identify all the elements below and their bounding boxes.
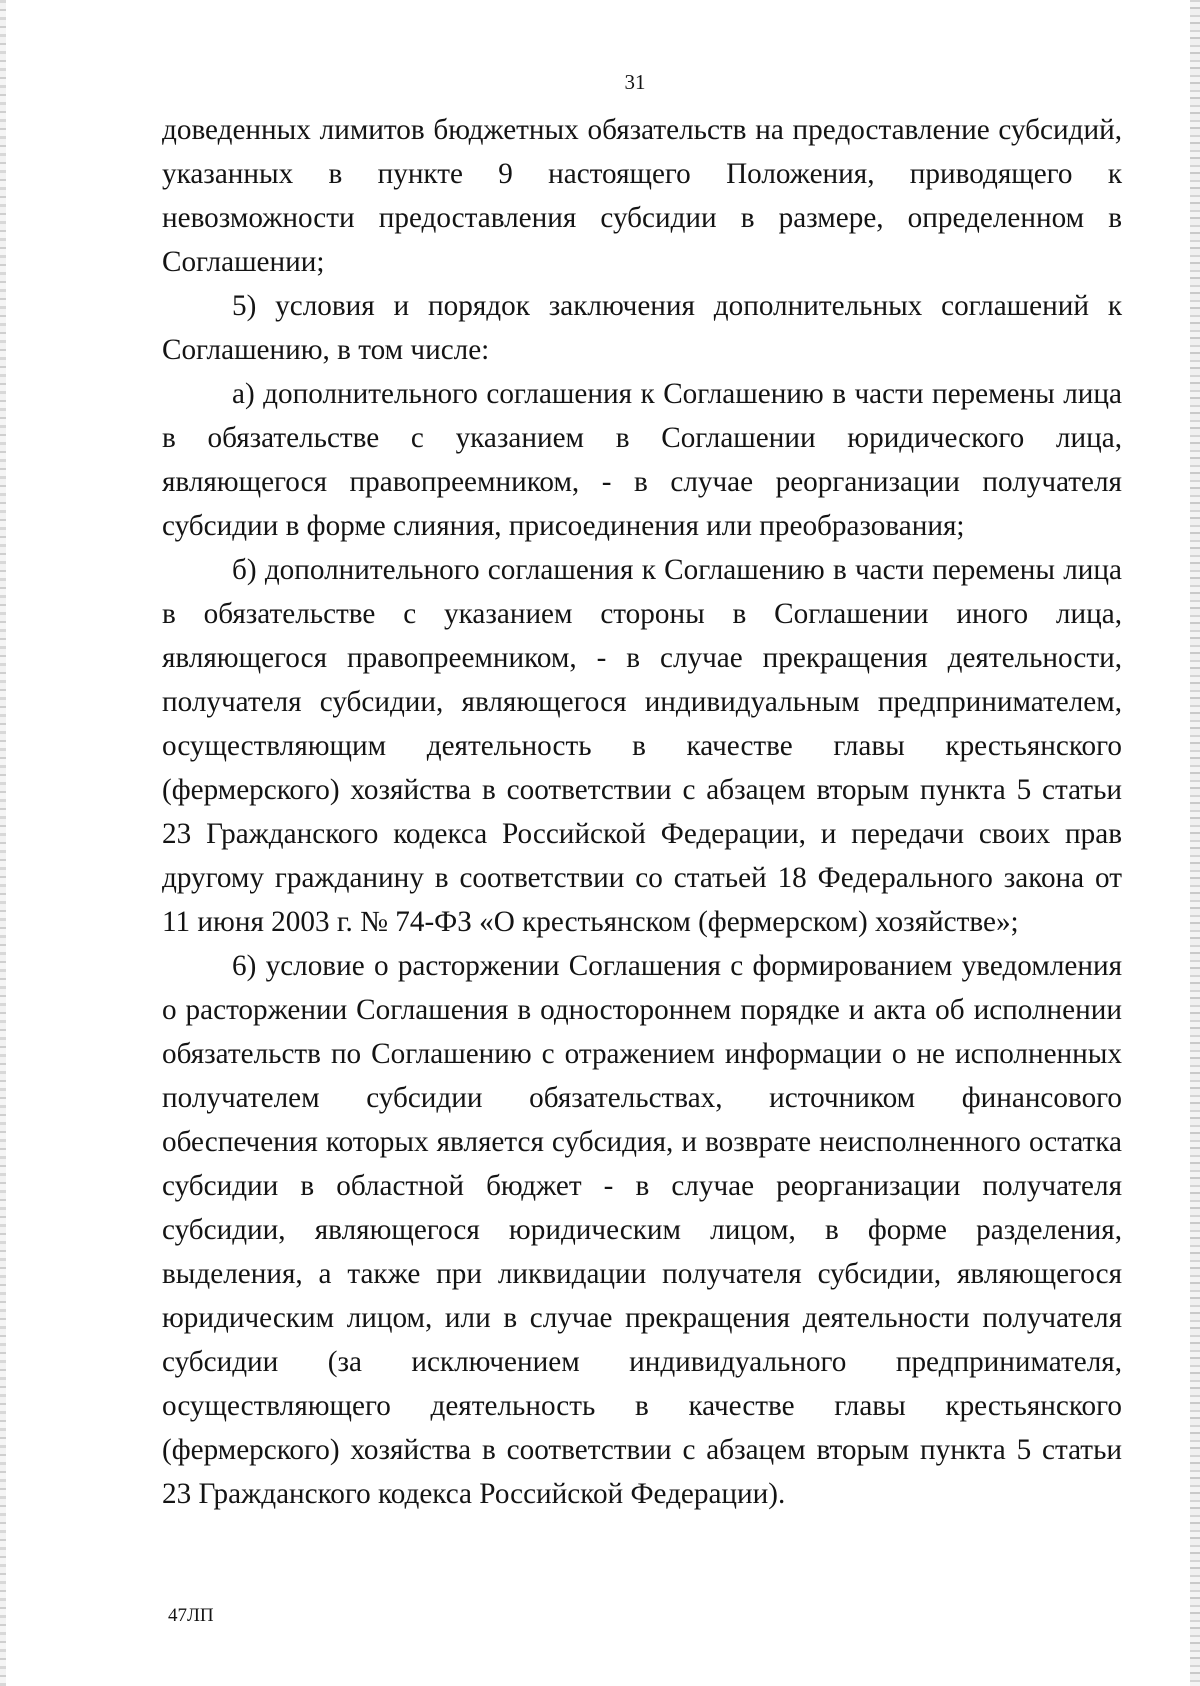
- footer-document-code: 47ЛП: [168, 1605, 214, 1626]
- paragraph-item-6: 6) условие о расторжении Соглашения с формированием уведомления о расторжении Соглашения в одностороннем порядке и акта об исполнении обязательств по Соглашению с отражением информации о не исполненных получателем субсидии обязательствах, источником финансового обеспечения которых является субсидия, и возврате неисполненного остатка субсидии в областной бюджет - в случае реорганизации получателя субсидии, являющегося юридическим лицом, в форме разделения, выделения, а также при ликвидации получателя субсидии, являющегося юридическим лицом, или в случае прекращения деятельности получателя субсидии (за исключением индивидуального предпринимателя, осуществляющего деятельность в качестве главы крестьянского (фермерского) хозяйства в соответствии с абзацем вторым пункта 5 статьи 23 Гражданского кодекса Российской Федерации).: [162, 950, 1122, 1510]
- document-body: [162, 108, 1122, 1516]
- paragraph-item-5: 5) условия и порядок заключения дополнительных соглашений к Соглашению, в том числе:: [162, 290, 1122, 366]
- scan-edge-left: [0, 0, 6, 1686]
- paragraph-continuation: доведенных лимитов бюджетных обязательств на предоставление субсидий, указанных в пункте 9 настоящего Положения, приводящего к невозможности предоставления субсидии в размере, определенном в Соглашении;: [162, 114, 1122, 278]
- page-number: 31: [624, 70, 646, 94]
- paragraph-item-5b: б) дополнительного соглашения к Соглашению в части перемены лица в обязательстве с указанием стороны в Соглашении иного лица, являющегося правопреемником, - в случае прекращения деятельности, получателя субсидии, являющегося индивидуальным предпринимателем, осуществляющим деятельность в качестве главы крестьянского (фермерского) хозяйства в соответствии с абзацем вторым пункта 5 статьи 23 Гражданского кодекса Российской Федерации, и передачи своих прав другому гражданину в соответствии со статьей 18 Федерального закона от 11 июня 2003 г. № 74-ФЗ «О крестьянском (фермерском) хозяйстве»;: [162, 554, 1122, 938]
- paragraph-item-5a: а) дополнительного соглашения к Соглашению в части перемены лица в обязательстве с указанием в Соглашении юридического лица, являющегося правопреемником, - в случае реорганизации получателя субсидии в форме слияния, присоединения или преобразования;: [162, 378, 1122, 542]
- scan-edge-right: [1190, 0, 1200, 1686]
